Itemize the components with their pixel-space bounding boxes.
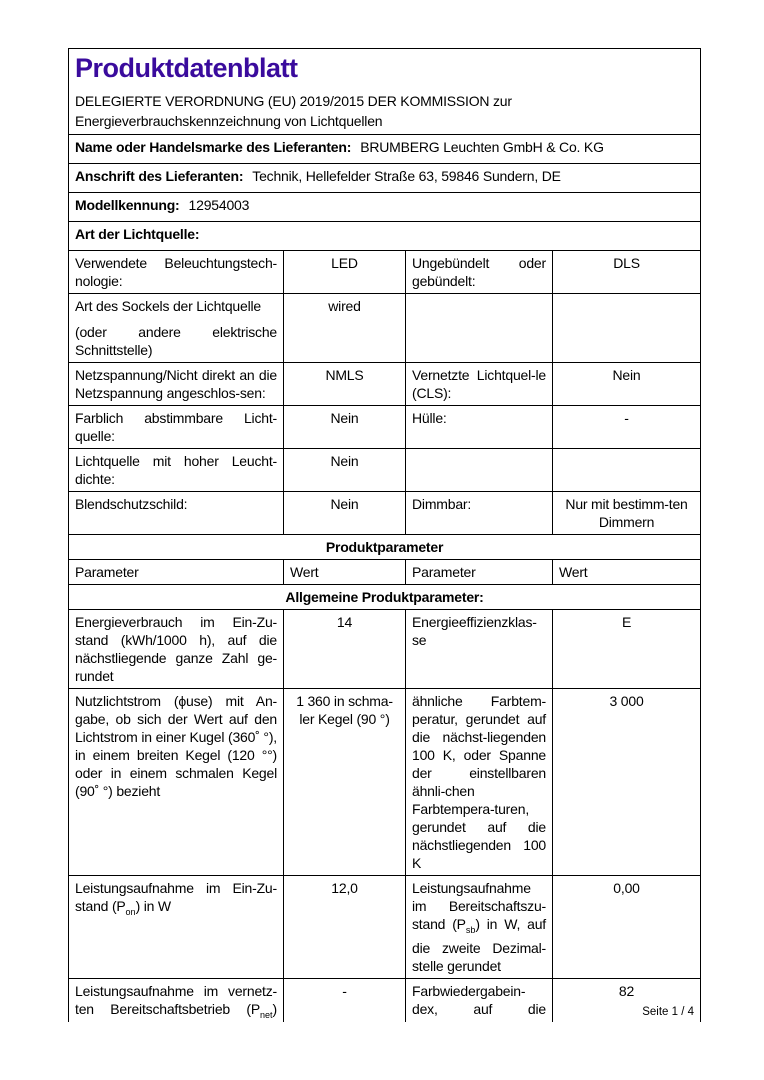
supplier-address-row (69, 164, 701, 193)
title-row (69, 49, 701, 135)
param-cell: Leistungsaufnahme im Bereitschaftszu-stand $(P_{sb})$ in W, auf die zweite Dezimal-stelle gerundet (406, 876, 553, 979)
table-row (69, 406, 701, 449)
supplier-name-label: Name oder Handelsmarke des Lieferanten: (75, 139, 352, 155)
param-cell: Netzspannung/Nicht direkt an die Netzspannung angeschlos-sen: (69, 363, 284, 406)
value-cell: 0,00 (553, 876, 701, 979)
subsection-title: Allgemeine Produktparameter: (69, 585, 701, 610)
column-header: Parameter (69, 560, 284, 585)
param-cell: Energieeffizienzklas-se (406, 610, 553, 689)
table-row (69, 689, 701, 876)
section-title: Produktparameter (69, 535, 701, 560)
value-cell: Nur mit bestimm-ten Dimmern (553, 492, 701, 535)
supplier-name-value: BRUMBERG Leuchten GmbH & Co. KG (360, 139, 604, 155)
value-cell (553, 294, 701, 363)
param-cell: Farbwiedergabein-dex, auf die (406, 978, 553, 1022)
param-cell: Ungebündelt oder gebündelt: (406, 251, 553, 294)
table-row (69, 610, 701, 689)
value-cell: E (553, 610, 701, 689)
value-cell: LED (284, 251, 406, 294)
param-cell: ähnliche Farbtem-peratur, gerundet auf die nächst-liegenden 100 K, oder Spanne der einstellbaren ähnli-chen Farbtempera-turen, gerundet auf die nächstliegenden 100 K (406, 689, 553, 876)
product-params-header (69, 535, 701, 560)
value-cell: - (284, 978, 406, 1022)
supplier-address-value: Technik, Hellefelder Straße 63, 59846 Sundern, DE (252, 168, 561, 184)
supplier-name-row (69, 135, 701, 164)
table-row (69, 363, 701, 406)
param-cell: Art des Sockels der Lichtquelle (oder andere elektrische Schnittstelle) (69, 294, 284, 363)
param-cell: Blendschutzschild: (69, 492, 284, 535)
page-number: Seite 1 / 4 (642, 1006, 694, 1018)
value-cell: Nein (284, 492, 406, 535)
param-cell: Lichtquelle mit hoher Leucht-dichte: (69, 449, 284, 492)
title-block (69, 49, 701, 135)
param-cell: Hülle: (406, 406, 553, 449)
table-row-clipped (69, 978, 701, 1022)
general-params-header (69, 585, 701, 610)
param-cell: Leistungsaufnahme im vernetz-ten Bereitschaftsbetrieb $(P_{net})$ (69, 978, 284, 1022)
light-source-type-row (69, 222, 701, 251)
table-row (69, 294, 701, 363)
table-row (69, 492, 701, 535)
value-cell: Nein (284, 449, 406, 492)
model-id-row (69, 193, 701, 222)
column-header-row (69, 560, 701, 585)
value-cell: DLS (553, 251, 701, 294)
datasheet-table (68, 48, 701, 1022)
model-id-label: Modellkennung: (75, 197, 180, 213)
table-row (69, 251, 701, 294)
light-source-type-label: Art der Lichtquelle: (75, 226, 200, 242)
value-cell: 3 000 (553, 689, 701, 876)
table-row (69, 876, 701, 979)
param-cell: Leistungsaufnahme im Ein-Zu-stand $(P_{on})$ in W (69, 876, 284, 979)
value-cell: 14 (284, 610, 406, 689)
value-cell: NMLS (284, 363, 406, 406)
param-cell: Energieverbrauch im Ein-Zu-stand (kWh/1000 h), auf die nächstliegende ganze Zahl ge-rundet (69, 610, 284, 689)
value-cell (553, 449, 701, 492)
value-cell: Nein (553, 363, 701, 406)
column-header: Parameter (406, 560, 553, 585)
column-header: Wert (284, 560, 406, 585)
model-id-value: 12954003 (188, 197, 250, 213)
value-cell: - (553, 406, 701, 449)
param-cell (406, 294, 553, 363)
supplier-address-label: Anschrift des Lieferanten: (75, 168, 244, 184)
column-header: Wert (553, 560, 701, 585)
regulation-line-1: DELEGIERTE VERORDNUNG (EU) 2019/2015 DER KOMMISSION zur (75, 93, 512, 109)
table-row (69, 449, 701, 492)
param-cell (406, 449, 553, 492)
param-cell: Nutzlichtstrom (ϕuse) mit An-gabe, ob sich der Wert auf den Lichtstrom in einer Kugel (360˚ °), in einem breiten Kegel (120 °°) oder in einem schmalen Kegel (90˚ °) bezieht (69, 689, 284, 876)
param-cell: Vernetzte Lichtquel-le (CLS): (406, 363, 553, 406)
value-cell: wired (284, 294, 406, 363)
param-cell: Dimmbar: (406, 492, 553, 535)
page-title: Produktdatenblatt (75, 53, 298, 83)
value-cell: 82 (553, 978, 701, 1022)
param-cell: Farblich abstimmbare Licht-quelle: (69, 406, 284, 449)
value-cell: 12,0 (284, 876, 406, 979)
value-cell: Nein (284, 406, 406, 449)
param-cell: Verwendete Beleuchtungstech-nologie: (69, 251, 284, 294)
regulation-line-2: Energieverbrauchskennzeichnung von Lichtquellen (75, 113, 383, 129)
value-cell: 1 360 in schma-ler Kegel (90 °) (284, 689, 406, 876)
